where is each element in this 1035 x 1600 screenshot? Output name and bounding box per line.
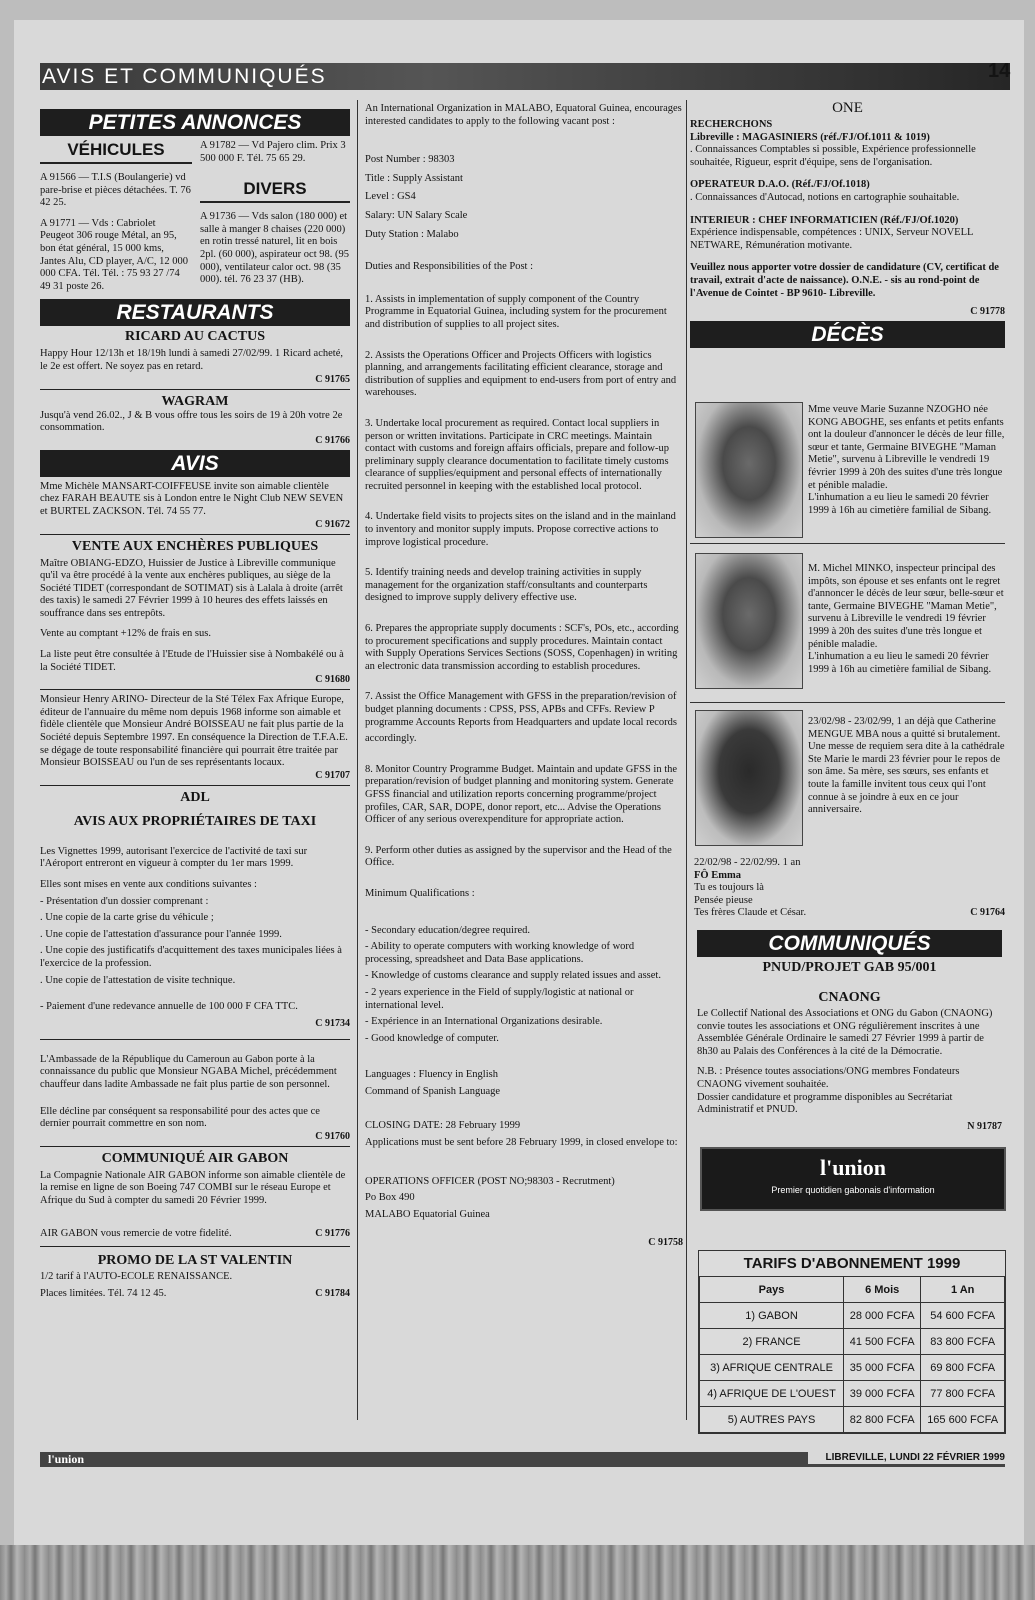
vente-text-3: La liste peut être consultée à l'Etude de l'Huissier sise à Nombakélé ou à la Société TIDET. <box>40 649 344 673</box>
fo-line: Pensée pieuse <box>694 894 753 906</box>
arino-ref: C 91707 <box>315 769 350 781</box>
address-line: OPERATIONS OFFICER (POST NO;98303 - Recrutment) <box>365 1175 615 1187</box>
duty-item: 6. Prepares the appropriate supply documents : SCF's, POs, etc., according to procurement specifications and supply procedures. Maintain contact with Supply Operations Services Sections (SOSS, Copenhagen) in writing an electronic data transmission according to establish procedures. <box>365 623 679 672</box>
vente-text-1: Maître OBIANG-EDZO, Huissier de Justice à Libreville communique qu'il va être procédé à la vente aux enchères publiques, au siège de la Société TIDET (correspondant de SOTIMAT) sis à Lalala à droite (arrêt des taxis) le samedi 27 Février 1999 à 10 heures des effets laissés en souffrance dans ses entrepôts. <box>40 557 343 619</box>
recherchons: RECHERCHONS <box>690 119 773 130</box>
taxi-text-1: Les Vignettes 1999, autorisant l'exercice de l'activité de taxi sur l'Aéroport entreront en vigueur à compter du 1er mars 1999. <box>40 845 308 870</box>
address-line: Po Box 490 <box>365 1192 415 1204</box>
informaticien-title: INTERIEUR : CHEF INFORMATICIEN (Réf./FJ/Of.1020) <box>690 214 959 226</box>
vente-ref: C 91680 <box>315 674 350 686</box>
cnaong-title: CNAONG <box>818 990 881 1005</box>
address-line: MALABO Equatorial Guinea <box>365 1208 490 1220</box>
post-detail: Duty Station : Malabo <box>365 228 459 240</box>
cnaong-text-2: N.B. : Présence toutes associations/ONG membres Fondateurs CNAONG vivement souhaitée. <box>697 1066 960 1090</box>
tarifs-box <box>698 1250 1006 1434</box>
fo-line: Tu es toujours là <box>694 882 764 894</box>
ad-91771: A 91771 — Vds : Cabriolet Peugeot 306 rouge Métal, an 95, bon état général, 15 000 kms, Jantes Alu, CD player, A/C, 12 000 000 CFA. Tél. Tél. : 75 93 27 /74 49 31 poste 26. <box>40 217 189 292</box>
duty-item: 9. Perform other duties as assigned by the supervisor and the Head of the Office. <box>365 844 672 869</box>
footer-paper-name: l'union <box>48 1452 85 1466</box>
table-row <box>700 1407 1005 1433</box>
avis-heading: AVIS <box>40 450 350 477</box>
fo-ref: C 91764 <box>970 907 1005 919</box>
deces-3-text: 23/02/98 - 23/02/99, 1 an déjà que Catherine MENGUE MBA nous a quitté si brutalement. Une messe de requiem sera dite à la cathédrale Ste Marie le mardi 23 février pour le repos de son âme. Sa mère, ses sœurs, ses enfants et toute la famille invitent tous ceux qui l'ont connue à se joindre à eux en ce jour anniversaire. <box>808 716 1005 816</box>
fo-line: FÔ Emma <box>694 869 741 881</box>
table-cell: 41 500 FCFA <box>844 1329 921 1355</box>
dao-text: . Connaissances d'Autocad, notions en cartographie souhaitable. <box>690 191 960 203</box>
cnaong-ref: N 91787 <box>967 1120 1002 1132</box>
taxi-item: . Une copie des justificatifs d'acquittement des taxes municipales liées à l'exercice de la profession. <box>40 945 342 969</box>
qualification-item: - Good knowledge of computer. <box>365 1032 499 1044</box>
air-gabon-text-1: La Compagnie Nationale AIR GABON informe son aimable clientèle de la remise en ligne de son Boeing 747 COMBI sur le réseau Europe et Afrique du Sud à compter du samedi 20 Février 1999. <box>40 1169 346 1206</box>
portrait-photo-2 <box>695 553 803 689</box>
wagram-ref: C 91766 <box>315 434 350 446</box>
ricard-title: RICARD AU CACTUS <box>124 329 265 345</box>
portrait-photo-1 <box>695 402 803 538</box>
air-gabon-text-2: AIR GABON vous remercie de votre fidelité. <box>40 1227 232 1239</box>
informaticien-text: Expérience indispensable, compétences : UNIX, Serveur NOVELL NETWARE, Rémunération motivante. <box>690 227 974 251</box>
table-header: 1 An <box>921 1277 1005 1303</box>
avis-ref: C 91672 <box>315 518 350 530</box>
qualification-item: - Ability to operate computers with working knowledge of word processing, spreadsheet and Data Base applications. <box>365 941 635 965</box>
taxi-title: AVIS AUX PROPRIÉTAIRES DE TAXI <box>73 813 317 829</box>
duty-item: 7. Assist the Office Management with GFSS in the preparation/revision of budget planning documents : CPSS, PSS, APBs and CFFs. Review P programme Accounts Reports from Headquarters and update local records <box>365 691 677 728</box>
deces-2-text: M. Michel MINKO, inspecteur principal des impôts, son épouse et ses enfants ont le regret d'annoncer le décès de leur sœur, belle-sœur et tante, Germaine BIVEGHE "Maman Metie", survenu à Libreville le vendredi 19 février 1999 à 20h des suites d'une très longue et pénible maladie. <box>808 563 1004 650</box>
scan-edge <box>0 1545 1035 1600</box>
table-cell: 39 000 FCFA <box>844 1381 921 1407</box>
post-detail: Salary: UN Salary Scale <box>365 209 468 221</box>
fo-line: 22/02/98 - 22/02/99. 1 an <box>694 857 801 868</box>
one-ref: C 91778 <box>970 306 1005 318</box>
qualification-item: - Knowledge of customs clearance and supply related issues and asset. <box>365 970 661 982</box>
duty-item: 1. Assists in implementation of supply component of the Country Programme in Equatorial Guinea, including system for the procurement and distribution of supplies to all project sites. <box>365 293 667 330</box>
duty-item: 5. Identify training needs and develop training activities in supply management for the organization staff/consultants and counterparts designed to improve supply delivery effective use. <box>365 567 648 604</box>
pnud-title: PNUD/PROJET GAB 95/001 <box>762 960 937 975</box>
table-cell: 3) AFRIQUE CENTRALE <box>700 1355 844 1381</box>
table-cell: 35 000 FCFA <box>844 1355 921 1381</box>
petites-annonces-heading: PETITES ANNONCES <box>40 109 350 136</box>
ricard-text: Happy Hour 12/13h et 18/19h lundi à samedi 27/02/99. 1 Ricard acheté, le 2e est offert. Ne soyez pas en retard. <box>40 348 343 372</box>
footer-date: LIBREVILLE, LUNDI 22 FÉVRIER 1999 <box>808 1451 1005 1464</box>
cnaong-text-1: Le Collectif National des Associations et ONG du Gabon (CNAONG) convie toutes les associations et ONG régulièrement inscrites à une Assemblée Générale Ordinaire le samedi 27 Février 1999 à partir de 8h30 au Palais des Conférences à la cité de la Démocratie. <box>697 1008 993 1057</box>
restaurants-heading: RESTAURANTS <box>40 299 350 326</box>
deces-heading: DÉCÈS <box>690 321 1005 348</box>
table-cell: 1) GABON <box>700 1303 844 1329</box>
promo-text-2: Places limitées. Tél. 74 12 45. <box>40 1287 167 1299</box>
taxi-item: . Une copie de l'attestation de visite technique. <box>40 974 236 986</box>
vacancy-ref: C 91758 <box>648 1237 683 1249</box>
vente-text-2: Vente au comptant +12% de frais en sus. <box>40 628 211 640</box>
vacancy-intro: An International Organization in MALABO, Equatoral Guinea, encourages interested candidates to apply to the following vacant post : <box>365 103 682 127</box>
table-cell: 28 000 FCFA <box>844 1303 921 1329</box>
air-gabon-ref: C 91776 <box>315 1227 350 1239</box>
duty-item: 2. Assists the Operations Officer and Projects Officers with logistics planning, and arrangements facilitating efficient clearance, storage and distribution of supplies and equipment to end-users from port of entry and warehouses. <box>365 349 677 399</box>
duty-item: accordingly. <box>365 733 417 745</box>
qualification-item: - Expérience in an International Organizations desirable. <box>365 1016 603 1028</box>
table-cell: 83 800 FCFA <box>921 1329 1005 1355</box>
magasiniers-title: Libreville : MAGASINIERS (réf./FJ/Of.1011 & 1019) <box>690 131 930 143</box>
dossier-text: Veuillez nous apporter votre dossier de candidature (CV, certificat de travail, extrait d'acte de naissance). O.N.E. - sis au rond-point de l'Avenue de Cointet - BP 9610- Libreville. <box>690 262 999 299</box>
apply-text: Applications must be sent before 28 February 1999, in closed envelope to: <box>365 1137 678 1149</box>
ad-91566: A 91566 — T.I.S (Boulangerie) vd pare-brise et pièces détachées. T. 76 42 25. <box>40 172 191 209</box>
page-number: 14 <box>988 60 1011 82</box>
vehicules-heading: VÉHICULES <box>40 140 192 164</box>
adl-title: ADL <box>180 789 210 805</box>
column-3 <box>690 100 1005 348</box>
table-cell: 2) FRANCE <box>700 1329 844 1355</box>
wagram-title: WAGRAM <box>161 393 229 409</box>
ambassade-text-2: Elle décline par conséquent sa responsabilité pour des actes que ce dernier pourrait commettre en son nom. <box>40 1105 320 1130</box>
ad-91736: A 91736 — Vds salon (180 000) et salle à manger 8 chaises (220 000) en rotin tressé naturel, lit en bois 2pl. (60 000), aspirateur oct 98. (95 000), ventilateur calor oct. 98 (35 000). tél. 76 23 37 (HB). <box>200 211 350 286</box>
lunion-logo-tagline: Premier quotidien gabonais d'information <box>771 1185 935 1195</box>
tarifs-title: TARIFS D'ABONNEMENT 1999 <box>743 1255 961 1272</box>
one-title: ONE <box>832 100 863 116</box>
communiques-heading: COMMUNIQUÉS <box>697 930 1002 957</box>
cnaong-text-3: Dossier candidature et programme disponibles au Secrétariat Administratif et PNUD. <box>697 1091 953 1116</box>
fo-line: Tes frères Claude et César. <box>694 907 807 919</box>
table-cell: 69 800 FCFA <box>921 1355 1005 1381</box>
taxi-text-3: - Paiement d'une redevance annuelle de 100 000 F CFA TTC. <box>40 1001 298 1013</box>
table-cell: 4) AFRIQUE DE L'OUEST <box>700 1381 844 1407</box>
duty-item: 3. Undertake local procurement as required. Contact local suppliers in person or written invitations. Participate in CRC meetings. Maintain contact with customs and foreign affairs officials, prepare and follow-up preliminary supply clearance documentation to facilitate timely customs clearance of supplies/equipment and personal effects of internationally recruited personnel in keeping with the established local protocol. <box>365 417 670 492</box>
language-item: Languages : Fluency in English <box>365 1069 498 1081</box>
table-header: Pays <box>700 1277 844 1303</box>
lunion-logo-name: l'union <box>819 1155 887 1180</box>
column-1 <box>40 100 350 1300</box>
qualifications-heading: Minimum Qualifications : <box>365 887 475 899</box>
table-cell: 165 600 FCFA <box>921 1407 1005 1433</box>
magasiniers-text: . Connaissances Comptables si possible, Expérience professionnelle souhaitée, Rigueur, esprit d'équipe, sens de l'organisation. <box>690 144 976 168</box>
deces-2-text-b: L'inhumation a eu lieu le samedi 20 février 1999 à 16h au cimetière familial de Sibang. <box>808 651 992 675</box>
taxi-item: . Une copie de l'attestation d'assurance pour l'année 1999. <box>40 928 282 940</box>
wagram-text: Jusqu'à vend 26.02., J & B vous offre tous les soirs de 19 à 20h votre 2e consommation. <box>40 409 343 434</box>
deces-1-text: Mme veuve Marie Suzanne NZOGHO née KONG ABOGHE, ses enfants et petits enfants ont la douleur d'annoncer le décès de leur fille, sœur et tante, Germaine BIVEGHE "Maman Metie", survenu à Libreville le vendredi 19 février 1999 à 20h des suites d'une très longue et pénible maladie. <box>808 404 1005 491</box>
language-item: Command of Spanish Language <box>365 1085 501 1097</box>
table-row <box>700 1355 1005 1381</box>
ad-91782: A 91782 — Vd Pajero clim. Prix 3 500 000 F. Tél. 75 65 29. <box>200 140 346 164</box>
table-cell: 82 800 FCFA <box>844 1407 921 1433</box>
table-row <box>700 1381 1005 1407</box>
avis-text: Mme Michèle MANSART-COIFFEUSE invite son aimable clientèle chez FARAH BEAUTE sis à London entre le Night Club NEW SEVEN et BURTEL ZACKSON. Tél. 74 55 77. <box>40 480 344 517</box>
lunion-logo-box <box>700 1147 1006 1211</box>
promo-text-1: 1/2 tarif à l'AUTO-ECOLE RENAISSANCE. <box>40 1271 233 1283</box>
post-detail: Post Number : 98303 <box>365 154 455 166</box>
promo-ref: C 91784 <box>315 1287 350 1299</box>
duty-item: 4. Undertake field visits to projects sites on the island and in the mainland to inventory and monitor supply imputs. Propose corrective actions to improve logistical procedure. <box>365 511 676 548</box>
taxi-item: - Présentation d'un dossier comprenant : <box>40 895 209 907</box>
post-detail: Level : GS4 <box>365 191 416 203</box>
ambassade-ref: C 91760 <box>315 1130 350 1142</box>
duty-item: 8. Monitor Country Programme Budget. Maintain and update GFSS in the preparation/revision of budget planning and monitoring system. Generate GFSS financial and utilization reports concerning programme/project profiles, CAR, SAR, DOPE, donor report, etc... Advise the Operations Officer of any serious overexpenditure for appropriate action. <box>365 763 678 826</box>
portrait-photo-3 <box>695 710 803 846</box>
table-cell: 77 800 FCFA <box>921 1381 1005 1407</box>
table-header: 6 Mois <box>844 1277 921 1303</box>
tarifs-table <box>699 1276 1005 1433</box>
promo-title: PROMO DE LA ST VALENTIN <box>97 1253 293 1269</box>
taxi-item: . Une copie de la carte grise du véhicule ; <box>40 912 214 924</box>
air-gabon-title: COMMUNIQUÉ AIR GABON <box>101 1150 289 1166</box>
vente-title: VENTE AUX ENCHÈRES PUBLIQUES <box>71 538 319 554</box>
divers-heading: DIVERS <box>200 179 350 203</box>
arino-text: Monsieur Henry ARINO- Directeur de la Sté Télex Fax Afrique Europe, éditeur de l'annuaire du même nom depuis 1968 informe son aimable et fidèle clientèle que Monsieur André BOISSEAU ne fait plus partie de la Société depuis Septembre 1997. En conséquence la Direction de T.F.A.E. se dégage de toute responsabilité financière qui pourrait être traitée par Monsieur BOISSEAU ou l'un de ses représentants locaux. <box>40 694 348 769</box>
section-title: AVIS ET COMMUNIQUÉS <box>42 65 327 88</box>
duties-heading: Duties and Responsibilities of the Post : <box>365 261 533 273</box>
taxi-text-2: Elles sont mises en vente aux conditions suivantes : <box>40 879 257 890</box>
table-cell: 54 600 FCFA <box>921 1303 1005 1329</box>
closing-date: CLOSING DATE: 28 February 1999 <box>365 1120 521 1132</box>
table-row <box>700 1329 1005 1355</box>
deces-1-text-b: L'inhumation a eu lieu le samedi 20 février 1999 à 16h au cimetière familial de Sibang. <box>808 492 992 516</box>
post-detail: Title : Supply Assistant <box>365 172 463 184</box>
table-row <box>700 1303 1005 1329</box>
qualification-item: - Secondary education/degree required. <box>365 924 531 936</box>
dao-title: OPERATEUR D.A.O. (Réf./FJ/Of.1018) <box>690 179 870 191</box>
table-cell: 5) AUTRES PAYS <box>700 1407 844 1433</box>
ambassade-text-1: L'Ambassade de la République du Cameroun au Gabon porte à la connaissance du public que Monsieur NGABA Michel, précédemment chauffeur dans ladite Ambassade ne fait plus partie de son personnel. <box>40 1053 337 1090</box>
qualification-item: - 2 years experience in the Field of supply/logistic at national or international level. <box>365 986 634 1011</box>
ricard-ref: C 91765 <box>315 373 350 385</box>
column-2 <box>365 103 683 1248</box>
taxi-ref: C 91734 <box>315 1017 350 1029</box>
